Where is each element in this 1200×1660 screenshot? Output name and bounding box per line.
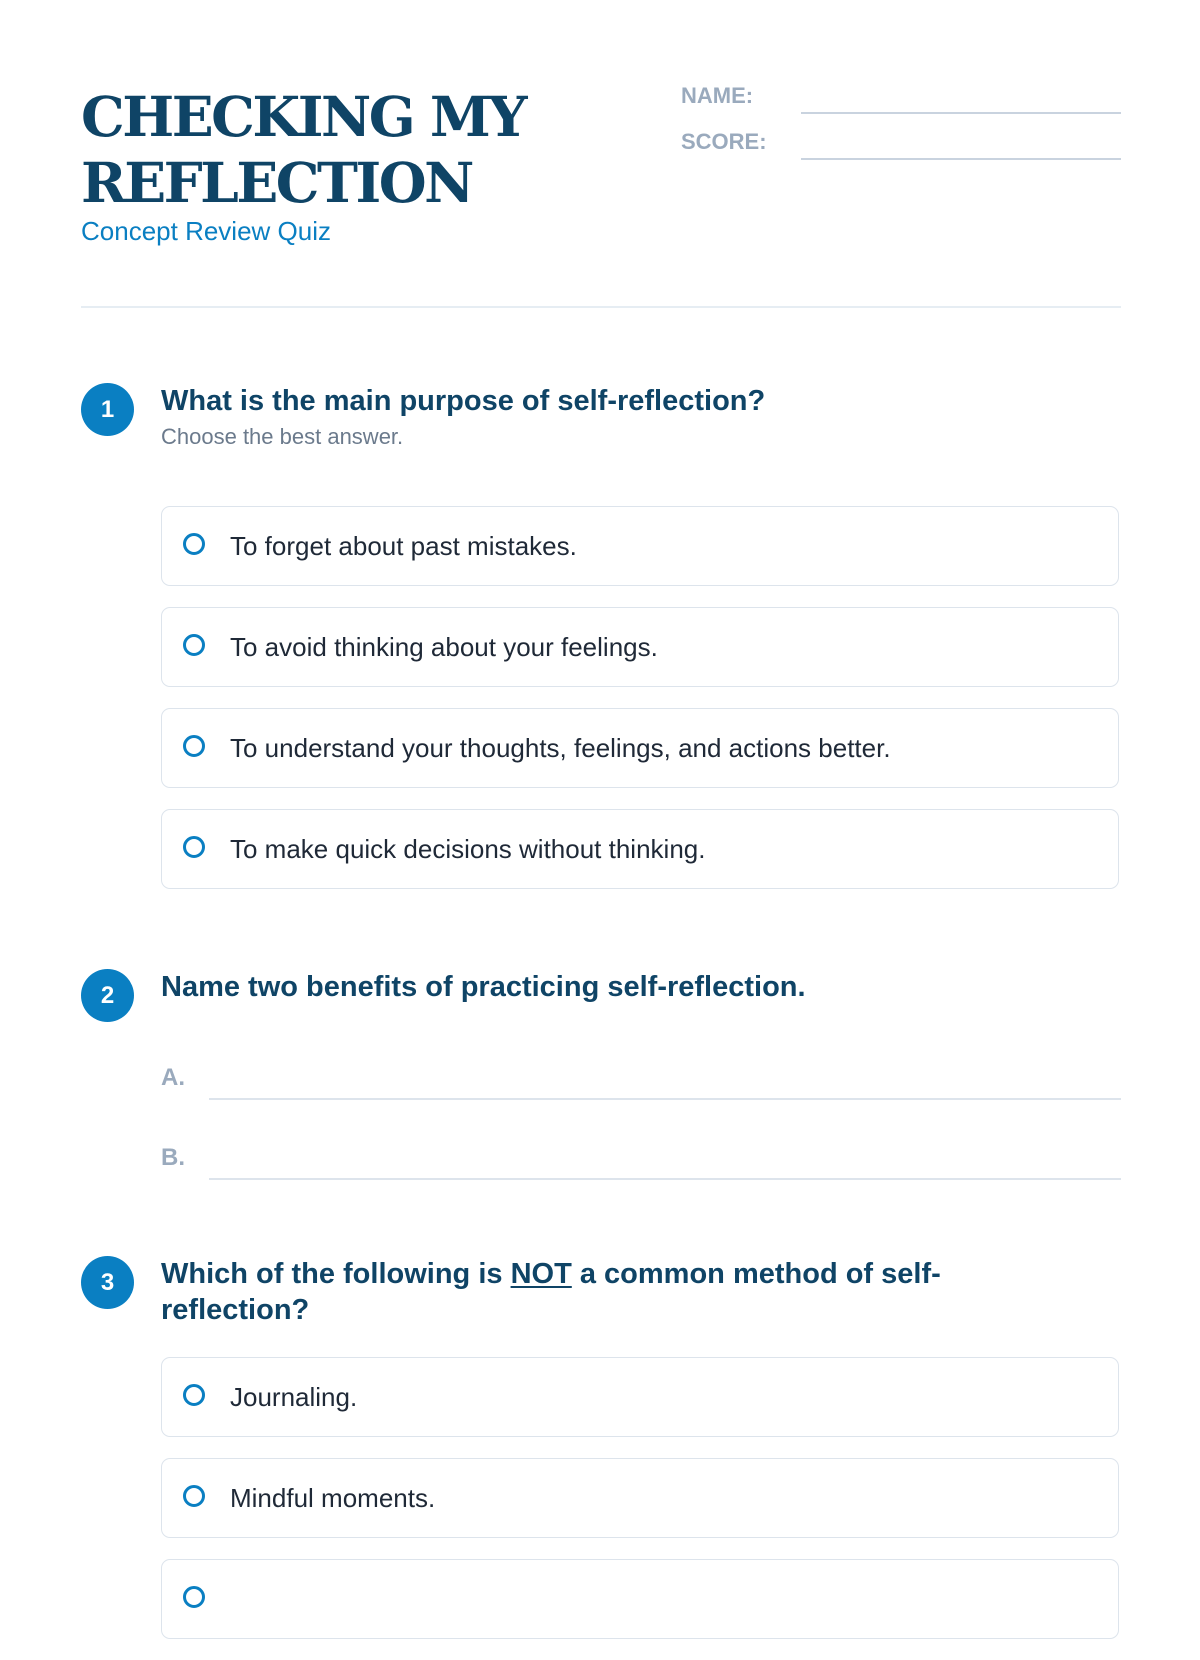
- student-info: [681, 80, 1121, 172]
- question-text: What is the main purpose of self-reflection?: [161, 385, 766, 417]
- radio-empty-icon[interactable]: [183, 634, 205, 656]
- option-label: To understand your thoughts, feelings, and actions better.: [230, 733, 891, 763]
- question-text: [161, 1256, 1041, 1328]
- answer-option[interactable]: [161, 1357, 1119, 1437]
- score-field[interactable]: [801, 158, 1121, 160]
- answer-letter: B.: [161, 1144, 185, 1171]
- score-label: SCORE:: [681, 129, 767, 154]
- score-row: [681, 126, 1121, 172]
- option-label: Mindful moments.: [230, 1483, 436, 1513]
- question-text-part: Which of the following is: [161, 1258, 511, 1290]
- answer-row-a: [161, 1060, 1121, 1140]
- answer-field[interactable]: [209, 1098, 1121, 1100]
- quiz-header: [81, 80, 1121, 310]
- answer-option[interactable]: [161, 506, 1119, 586]
- radio-empty-icon[interactable]: [183, 1586, 205, 1608]
- answer-option[interactable]: [161, 1458, 1119, 1538]
- question-number-badge: 2: [81, 969, 134, 1022]
- name-label: NAME:: [681, 83, 754, 108]
- option-label: To make quick decisions without thinking.: [230, 834, 706, 864]
- answer-row-b: [161, 1140, 1121, 1220]
- name-field[interactable]: [801, 112, 1121, 114]
- answer-option[interactable]: [161, 708, 1119, 788]
- quiz-page: [81, 0, 1121, 1600]
- header-divider: [81, 306, 1121, 308]
- question-text: Name two benefits of practicing self-reflection.: [161, 971, 806, 1003]
- answer-option[interactable]: [161, 1559, 1119, 1639]
- answer-option[interactable]: [161, 607, 1119, 687]
- answer-letter: A.: [161, 1064, 185, 1091]
- question-number-badge: 1: [81, 383, 134, 436]
- question-emphasis: NOT: [510, 1258, 572, 1290]
- option-label: Journaling.: [230, 1382, 358, 1412]
- radio-empty-icon[interactable]: [183, 735, 205, 757]
- answer-option[interactable]: [161, 809, 1119, 889]
- answer-options: [161, 506, 1121, 910]
- page-subtitle: Concept Review Quiz: [81, 216, 331, 246]
- page-title: CHECKING MY REFLECTION: [81, 84, 526, 215]
- question-text-part: a common method of self-reflection?: [161, 1258, 941, 1326]
- radio-empty-icon[interactable]: [183, 1384, 205, 1406]
- question-hint: Choose the best answer.: [161, 424, 404, 449]
- option-label: To forget about past mistakes.: [230, 531, 577, 561]
- name-row: [681, 80, 1121, 126]
- answer-field[interactable]: [209, 1178, 1121, 1180]
- radio-empty-icon[interactable]: [183, 1485, 205, 1507]
- radio-empty-icon[interactable]: [183, 533, 205, 555]
- short-answer-lines: [161, 1060, 1121, 1220]
- question-number-badge: 3: [81, 1256, 134, 1309]
- radio-empty-icon[interactable]: [183, 836, 205, 858]
- answer-options: [161, 1357, 1121, 1660]
- option-label: To avoid thinking about your feelings.: [230, 632, 658, 662]
